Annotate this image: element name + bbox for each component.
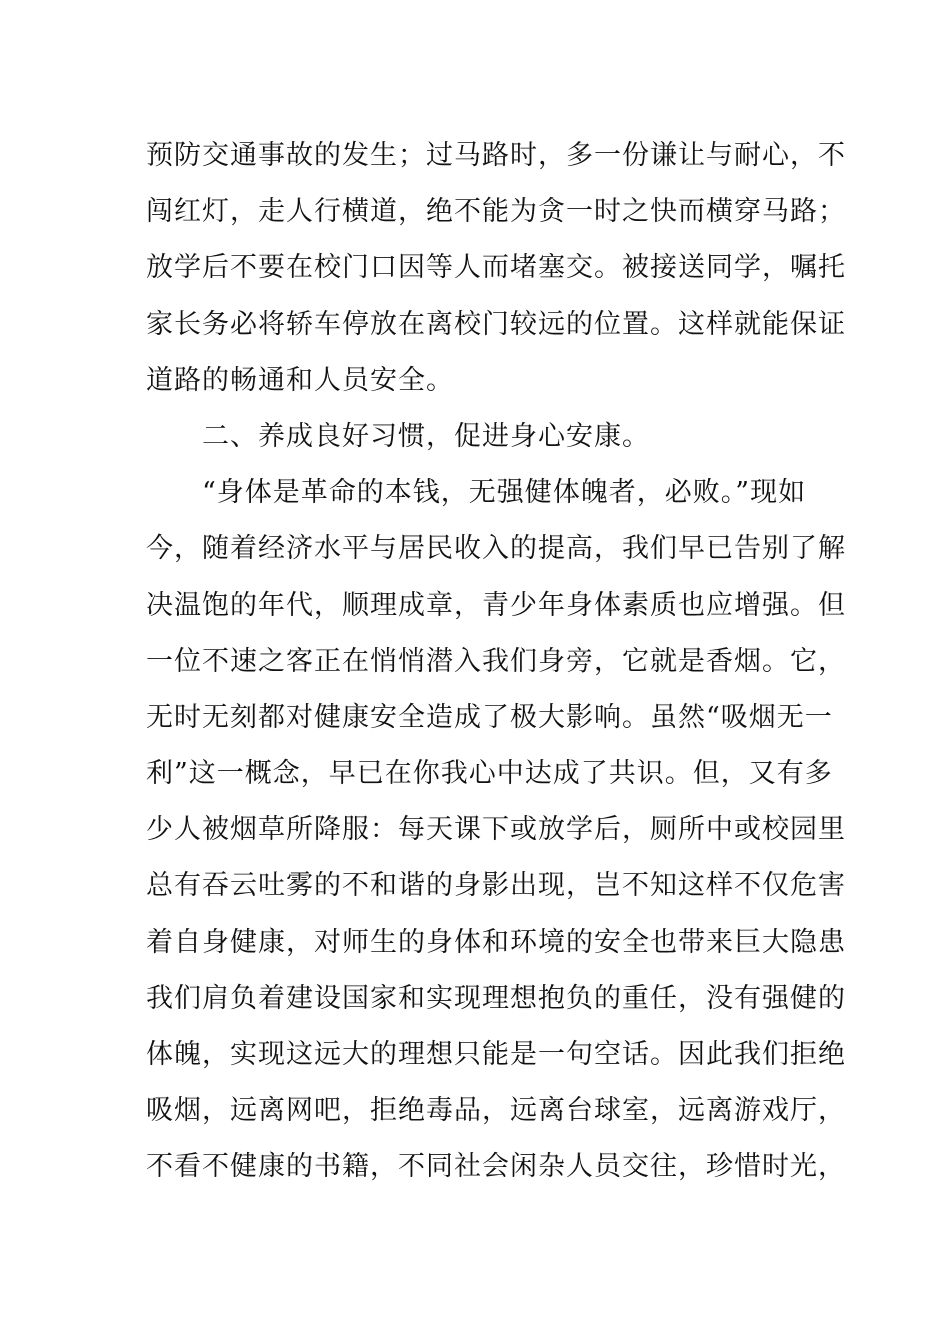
text-line: 着自身健康，对师生的身体和环境的安全也带来巨大隐患 (146, 926, 846, 958)
text-line: 不看不健康的书籍，不同社会闲杂人员交往，珍惜时光， (146, 1151, 846, 1183)
document-body (146, 128, 846, 1196)
text-line: 利”这一概念，早已在你我心中达成了共识。但，又有多 (146, 758, 833, 790)
text-line: 总有吞云吐雾的不和谐的身影出现，岂不知这样不仅危害 (146, 870, 846, 902)
text-line: 闯红灯，走人行横道，绝不能为贪一时之快而横穿马路； (146, 196, 846, 228)
text-line: 一位不速之客正在悄悄潜入我们身旁，它就是香烟。它， (146, 645, 846, 677)
text-line: 我们肩负着建设国家和实现理想抱负的重任，没有强健的 (146, 982, 846, 1014)
text-line: 今，随着经济水平与居民收入的提高，我们早已告别了解 (146, 533, 846, 565)
section-heading: 二、养成良好习惯，促进身心安康。 (146, 420, 650, 452)
text-line: 家长务必将轿车停放在离校门较远的位置。这样就能保证 (146, 308, 846, 340)
text-line: 道路的畅通和人员安全。 (146, 364, 454, 396)
text-line: 预防交通事故的发生；过马路时，多一份谦让与耐心，不 (146, 140, 846, 171)
text-line: 无时无刻都对健康安全造成了极大影响。虽然“吸烟无一 (146, 701, 833, 733)
text-line: 少人被烟草所降服：每天课下或放学后，厕所中或校园里 (146, 814, 846, 846)
text-line: 吸烟，远离网吧，拒绝毒品，远离台球室，远离游戏厅， (146, 1095, 846, 1127)
text-line: 体魄，实现这远大的理想只能是一句空话。因此我们拒绝 (146, 1039, 846, 1070)
text-line: 放学后不要在校门口因等人而堵塞交。被接送同学，嘱托 (146, 252, 846, 284)
text-line: 决温饱的年代，顺理成章，青少年身体素质也应增强。但 (146, 589, 846, 621)
text-line: “身体是革命的本钱，无强健体魄者，必败。”现如 (146, 477, 807, 509)
